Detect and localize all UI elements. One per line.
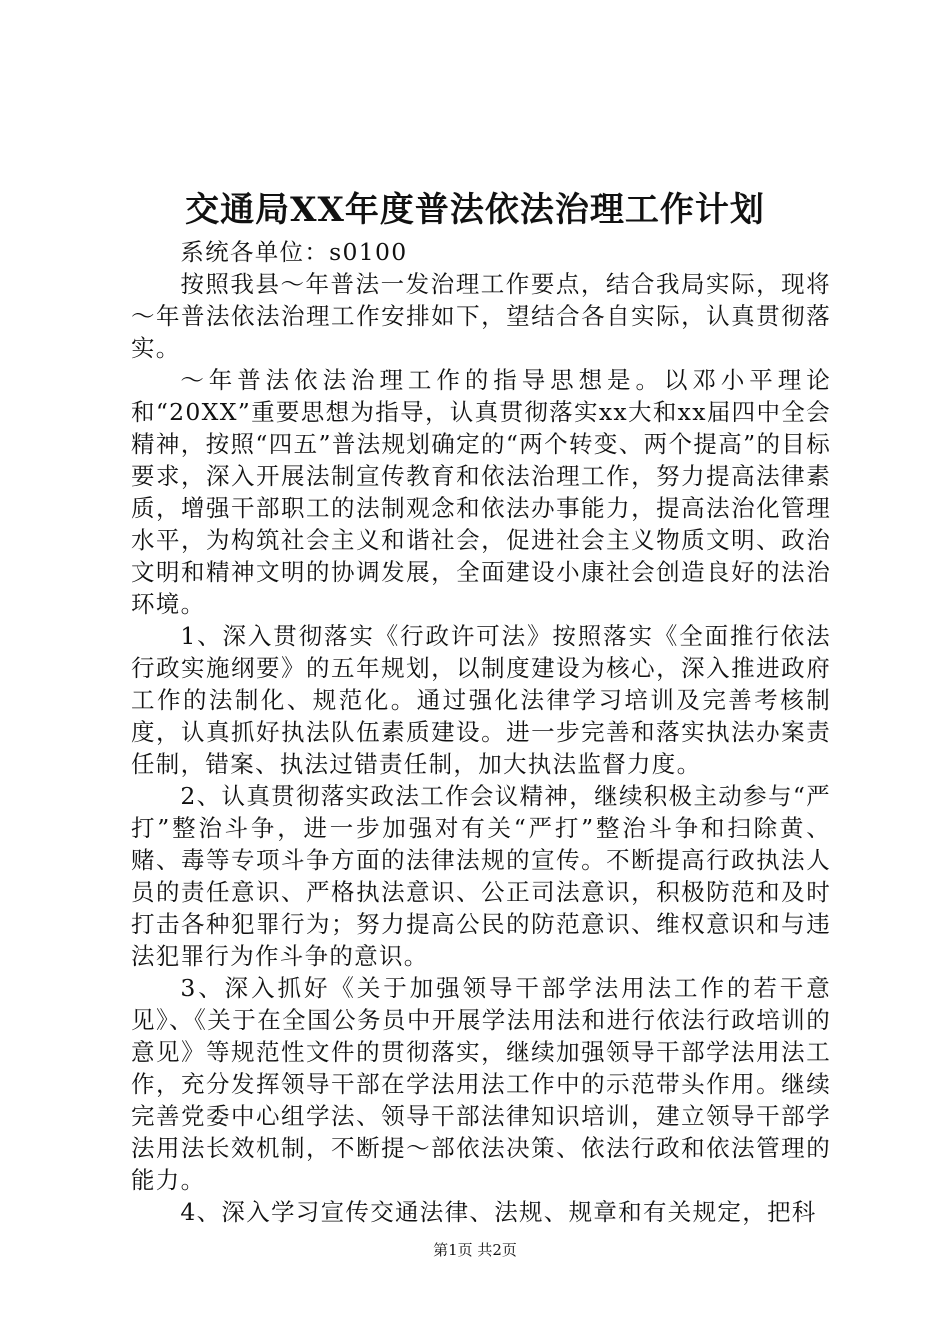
document-title: 交通局XX年度普法依法治理工作计划 <box>185 190 765 230</box>
paragraph-item-2: 2、认真贯彻落实政法工作会议精神，继续积极主动参与“严打”整治斗争，进一步加强对有关“严打”整治斗争和扫除黄、赌、毒等专项斗争方面的法律法规的宣传。不断提高行政执法人员的责任意识、严格执法意识、公正司法意识，积极防范和及时打击各种犯罪行为；努力提高公民的防范意识、维权意识和与违法犯罪行为作斗争的意识。 <box>131 782 831 970</box>
paragraph-item-1: 1、深入贯彻落实《行政许可法》按照落实《全面推行依法行政实施纲要》的五年规划，以制度建设为核心，深入推进政府工作的法制化、规范化。通过强化法律学习培训及完善考核制度，认真抓好执法队伍素质建设。进一步完善和落实执法办案责任制，错案、执法过错责任制，加大执法监督力度。 <box>131 622 831 778</box>
document-body <box>131 236 831 1228</box>
salutation: 系统各单位：s0100 <box>180 238 408 266</box>
paragraph-intro: 按照我县～年普法一发治理工作要点，结合我局实际，现将～年普法依法治理工作安排如下，望结合各自实际，认真贯彻落实。 <box>131 270 831 362</box>
paragraph-guiding-thought: ～年普法依法治理工作的指导思想是。以邓小平理论和“20XX”重要思想为指导，认真贯彻落实xx大和xx届四中全会精神，按照“四五”普法规划确定的“两个转变、两个提高”的目标要求，深入开展法制宣传教育和依法治理工作，努力提高法律素质，增强干部职工的法制观念和依法办事能力，提高法治化管理水平，为构筑社会主义和谐社会，促进社会主义物质文明、政治文明和精神文明的协调发展，全面建设小康社会创造良好的法治环境。 <box>131 366 831 618</box>
paragraph-item-3: 3、深入抓好《关于加强领导干部学法用法工作的若干意见》、《关于在全国公务员中开展学法用法和进行依法行政培训的意见》等规范性文件的贯彻落实，继续加强领导干部学法用法工作，充分发挥领导干部在学法用法工作中的示范带头作用。继续完善党委中心组学法、领导干部法律知识培训，建立领导干部学法用法长效机制，不断提～部依法决策、依法行政和依法管理的能力。 <box>131 974 831 1194</box>
page-number-footer: 第1页 共2页 <box>433 1241 517 1259</box>
paragraph-item-4: 4、深入学习宣传交通法律、法规、规章和有关规定，把科 <box>180 1198 817 1226</box>
